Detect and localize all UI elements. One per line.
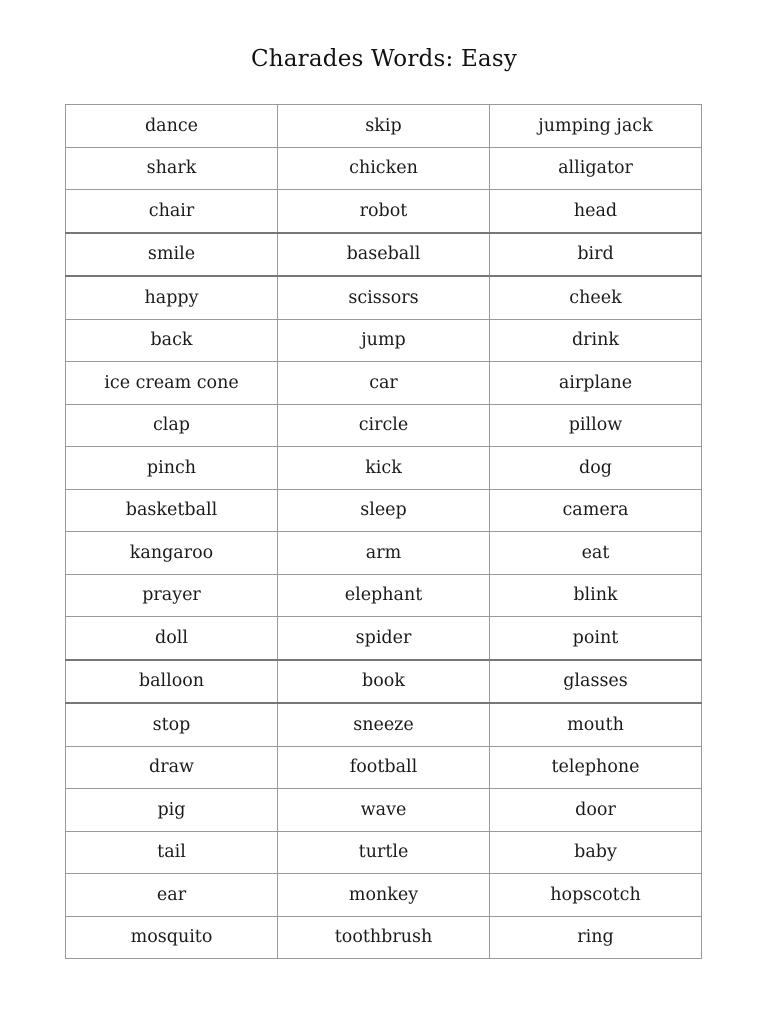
word-cell: smile bbox=[66, 233, 278, 277]
word-cell: turtle bbox=[278, 831, 490, 874]
word-cell: dog bbox=[490, 447, 702, 490]
table-row bbox=[66, 233, 702, 277]
word-cell: telephone bbox=[490, 746, 702, 789]
word-cell: jump bbox=[278, 319, 490, 362]
word-cell: book bbox=[278, 660, 490, 704]
word-cell: spider bbox=[278, 617, 490, 660]
word-cell: wave bbox=[278, 789, 490, 832]
word-cell: balloon bbox=[66, 660, 278, 704]
word-cell: draw bbox=[66, 746, 278, 789]
word-cell: sneeze bbox=[278, 703, 490, 746]
word-cell: dance bbox=[66, 105, 278, 148]
word-cell: skip bbox=[278, 105, 490, 148]
word-cell: prayer bbox=[66, 574, 278, 617]
page-title: Charades Words: Easy bbox=[250, 46, 518, 72]
word-cell: airplane bbox=[490, 362, 702, 405]
word-cell: head bbox=[490, 190, 702, 233]
word-cell: car bbox=[278, 362, 490, 405]
table-row bbox=[66, 532, 702, 575]
word-cell: doll bbox=[66, 617, 278, 660]
table-row bbox=[66, 746, 702, 789]
word-cell: happy bbox=[66, 276, 278, 319]
word-cell: basketball bbox=[66, 489, 278, 532]
word-cell: chair bbox=[66, 190, 278, 233]
table-row bbox=[66, 447, 702, 490]
word-cell: hopscotch bbox=[490, 874, 702, 917]
word-cell: pinch bbox=[66, 447, 278, 490]
word-cell: pillow bbox=[490, 404, 702, 447]
word-cell: eat bbox=[490, 532, 702, 575]
word-cell: ice cream cone bbox=[66, 362, 278, 405]
word-cell: mouth bbox=[490, 703, 702, 746]
table-row bbox=[66, 703, 702, 746]
word-cell: clap bbox=[66, 404, 278, 447]
word-cell: stop bbox=[66, 703, 278, 746]
word-cell: baseball bbox=[278, 233, 490, 277]
word-cell: robot bbox=[278, 190, 490, 233]
table-row bbox=[66, 874, 702, 917]
word-cell: ring bbox=[490, 916, 702, 959]
word-cell: bird bbox=[490, 233, 702, 277]
word-cell: chicken bbox=[278, 147, 490, 190]
table-row bbox=[66, 362, 702, 405]
word-cell: glasses bbox=[490, 660, 702, 704]
table-row bbox=[66, 489, 702, 532]
table-row bbox=[66, 789, 702, 832]
word-cell: shark bbox=[66, 147, 278, 190]
table-row bbox=[66, 660, 702, 704]
word-cell: baby bbox=[490, 831, 702, 874]
table-row bbox=[66, 319, 702, 362]
word-cell: sleep bbox=[278, 489, 490, 532]
word-cell: elephant bbox=[278, 574, 490, 617]
charades-word-table bbox=[65, 104, 702, 959]
table-row bbox=[66, 574, 702, 617]
word-cell: point bbox=[490, 617, 702, 660]
word-cell: drink bbox=[490, 319, 702, 362]
word-cell: kangaroo bbox=[66, 532, 278, 575]
table-row bbox=[66, 617, 702, 660]
word-cell: kick bbox=[278, 447, 490, 490]
word-cell: ear bbox=[66, 874, 278, 917]
word-cell: scissors bbox=[278, 276, 490, 319]
table-row bbox=[66, 404, 702, 447]
table-row bbox=[66, 831, 702, 874]
word-cell: pig bbox=[66, 789, 278, 832]
table-row bbox=[66, 276, 702, 319]
word-cell: camera bbox=[490, 489, 702, 532]
word-cell: door bbox=[490, 789, 702, 832]
table-row bbox=[66, 147, 702, 190]
table-row bbox=[66, 105, 702, 148]
word-cell: alligator bbox=[490, 147, 702, 190]
word-cell: cheek bbox=[490, 276, 702, 319]
word-cell: back bbox=[66, 319, 278, 362]
word-cell: mosquito bbox=[66, 916, 278, 959]
word-cell: toothbrush bbox=[278, 916, 490, 959]
word-cell: football bbox=[278, 746, 490, 789]
word-cell: circle bbox=[278, 404, 490, 447]
table-row bbox=[66, 190, 702, 233]
word-cell: jumping jack bbox=[490, 105, 702, 148]
word-cell: tail bbox=[66, 831, 278, 874]
word-cell: arm bbox=[278, 532, 490, 575]
word-cell: monkey bbox=[278, 874, 490, 917]
table-row bbox=[66, 916, 702, 959]
word-cell: blink bbox=[490, 574, 702, 617]
